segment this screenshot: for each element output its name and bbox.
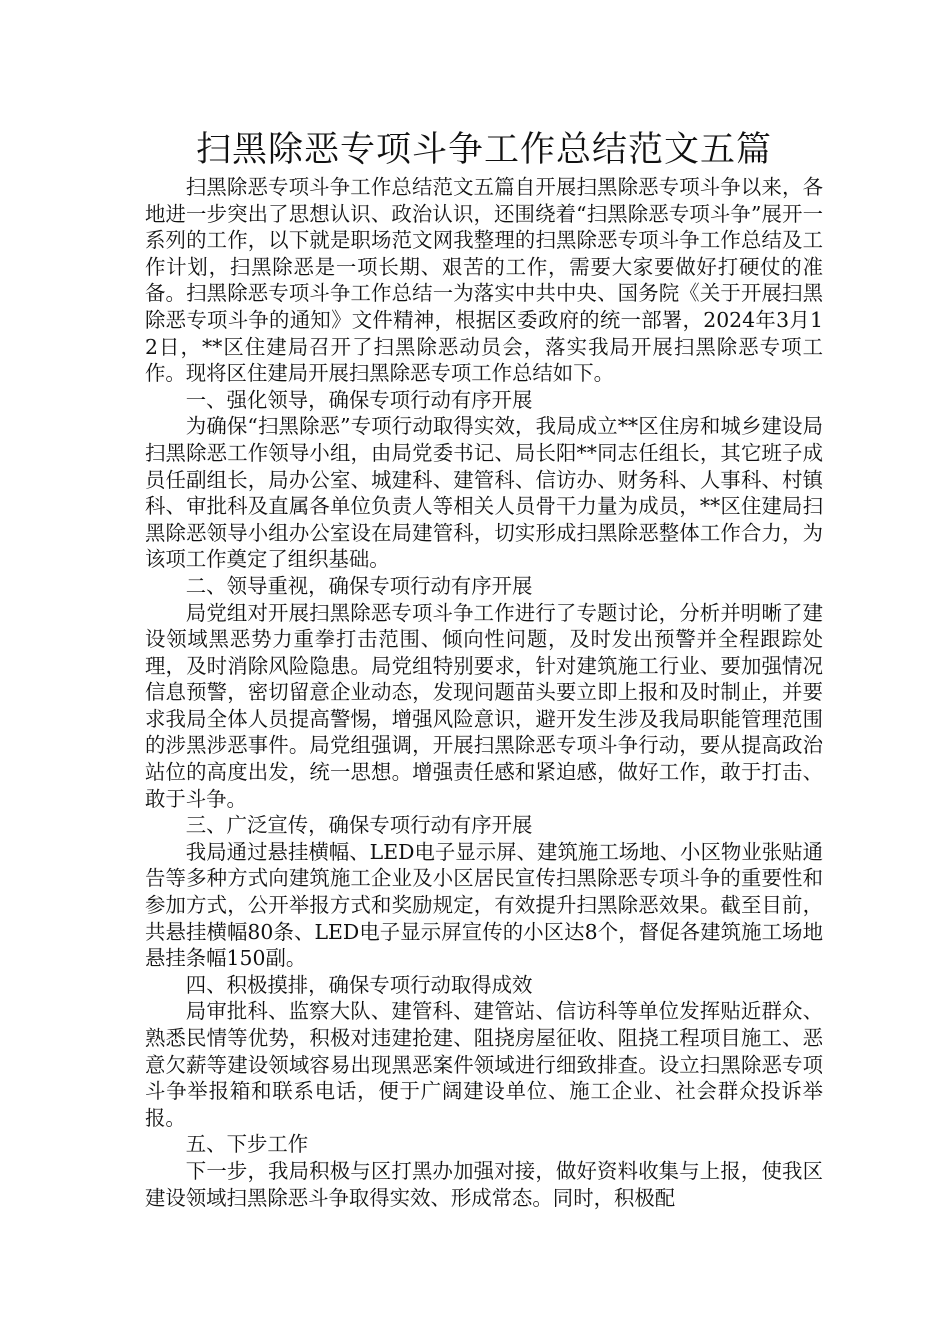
section-body-2: 局党组对开展扫黑除恶专项斗争工作进行了专题讨论，分析并明晰了建设领域黑恶势力重拳打击范围、倾向性问题，及时发出预警并全程跟踪处理，及时消除风险隐患。局党组特别要求，针对建筑施工行业、要加强情况信息预警，密切留意企业动态，发现问题苗头要立即上报和及时制止，并要求我局全体人员提高警惕，增强风险意识，避开发生涉及我局职能管理范围的涉黑涉恶事件。局党组强调，开展扫黑除恶专项斗争行动，要从提高政治站位的高度出发，统一思想。增强责任感和紧迫感，做好工作，敢于打击、敢于斗争。 [145, 600, 823, 811]
intro-paragraph: 扫黑除恶专项斗争工作总结范文五篇自开展扫黑除恶专项斗争以来，各地进一步突出了思想认识、政治认识，还围绕着“扫黑除恶专项斗争”展开一系列的工作，以下就是职场范文网我整理的扫黑除恶专项斗争工作总结及工作计划，扫黑除恶是一项长期、艰苦的工作，需要大家要做好打硬仗的准备。扫黑除恶专项斗争工作总结一为落实中共中央、国务院《关于开展扫黑除恶专项斗争的通知》文件精神，根据区委政府的统一部署，2024年3月12日，**区住建局召开了扫黑除恶动员会，落实我局开展扫黑除恶专项工作。现将区住建局开展扫黑除恶专项工作总结如下。 [145, 175, 823, 386]
document-page [145, 128, 823, 1211]
section-body-1: 为确保“扫黑除恶”专项行动取得实效，我局成立**区住房和城乡建设局扫黑除恶工作领导小组，由局党委书记、局长阳**同志任组长，其它班子成员任副组长，局办公室、城建科、建管科、信访办、财务科、人事科、村镇科、审批科及直属各单位负责人等相关人员骨干力量为成员，**区住建局扫黑除恶领导小组办公室设在局建管科，切实形成扫黑除恶整体工作合力，为该项工作奠定了组织基础。 [145, 414, 823, 572]
section-heading-2: 二、领导重视，确保专项行动有序开展 [185, 573, 533, 598]
section-body-5: 下一步，我局积极与区打黑办加强对接，做好资料收集与上报，使我区建设领域扫黑除恶斗争取得实效、形成常态。同时，积极配 [145, 1158, 823, 1210]
section-body-3: 我局通过悬挂横幅、LED电子显示屏、建筑施工场地、小区物业张贴通告等多种方式向建筑施工企业及小区居民宣传扫黑除恶专项斗争的重要性和参加方式，公开举报方式和奖励规定，有效提升扫黑除恶效果。截至目前，共悬挂横幅80条、LED电子显示屏宣传的小区达8个，督促各建筑施工场地悬挂条幅150副。 [145, 839, 823, 971]
section-body-4: 局审批科、监察大队、建管科、建管站、信访科等单位发挥贴近群众、熟悉民情等优势，积极对违建抢建、阻挠房屋征收、阻挠工程项目施工、恶意欠薪等建设领域容易出现黑恶案件领域进行细致排查。设立扫黑除恶专项斗争举报箱和联系电话，便于广阔建设单位、施工企业、社会群众投诉举报。 [145, 999, 823, 1130]
section-heading-1: 一、强化领导，确保专项行动有序开展 [185, 387, 533, 412]
document-title: 扫黑除恶专项斗争工作总结范文五篇 [195, 130, 772, 170]
section-heading-4: 四、积极摸排，确保专项行动取得成效 [185, 972, 533, 997]
section-heading-5: 五、下步工作 [185, 1132, 309, 1157]
section-heading-3: 三、广泛宣传，确保专项行动有序开展 [185, 813, 533, 838]
